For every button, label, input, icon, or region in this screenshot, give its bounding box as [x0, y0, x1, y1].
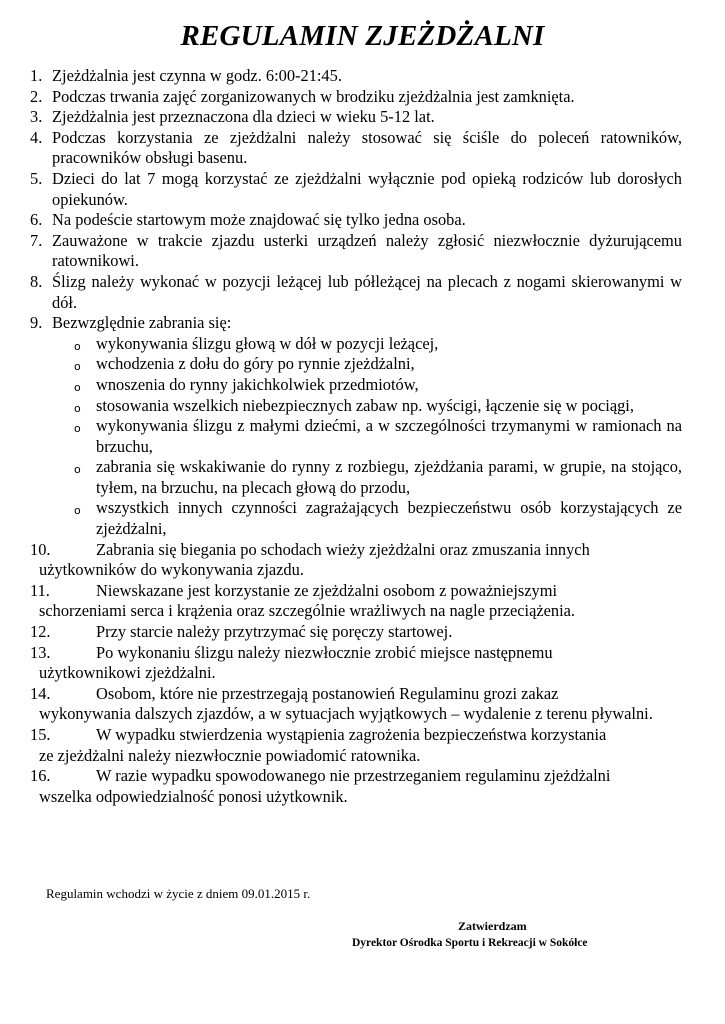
rule-5	[30, 169, 682, 210]
rule-text-first-line: W razie wypadku spowodowanego nie przestrzeganiem regulaminu zjeżdżalni	[96, 766, 611, 786]
rule-text-continuation: użytkownikowi zjeżdżalni.	[39, 663, 216, 683]
circle-bullet-icon: o	[74, 463, 81, 477]
rule-number: 11.	[30, 580, 50, 600]
rule-4	[30, 128, 682, 169]
rule-13	[30, 643, 682, 684]
circle-bullet-icon: o	[74, 380, 81, 394]
effective-date-note: Regulamin wchodzi w życie z dniem 09.01.2015 r.	[46, 886, 311, 901]
rule-12	[30, 622, 682, 643]
circle-bullet-icon: o	[74, 401, 81, 415]
prohibition-text: wchodzenia z dołu do góry po rynnie zjeżdżalni,	[96, 354, 415, 374]
rule-text-first-line: Osobom, które nie przestrzegają postanowień Regulaminu grozi zakaz	[96, 683, 559, 703]
rule-number: 16.	[30, 766, 51, 786]
rule-number: 6.	[30, 210, 43, 230]
rule-text: Podczas trwania zajęć zorganizowanych w brodziku zjeżdżalnia jest zamknięta.	[52, 86, 575, 106]
rule-number: 4.	[30, 127, 43, 147]
rule-text: Podczas korzystania ze zjeżdżalni należy stosować się ściśle do poleceń ratowników, pracowników obsługi basenu.	[52, 127, 682, 168]
circle-bullet-icon: o	[74, 360, 81, 374]
rule-number: 15.	[30, 725, 51, 744]
rule-text-first-line: Przy starcie należy przytrzymać się poręczy startowej.	[96, 622, 453, 642]
rule-text-continuation: wszelka odpowiedzialność ponosi użytkownik.	[39, 786, 348, 806]
prohibition-item	[30, 334, 682, 355]
rule-11	[30, 581, 682, 622]
rule-text: Zjeżdżalnia jest czynna w godz. 6:00-21:45.	[52, 66, 342, 85]
rule-14	[30, 684, 682, 725]
rule-number: 10.	[30, 539, 51, 559]
rule-number: 14.	[30, 683, 51, 703]
rule-text: Na podeście startowym może znajdować się tylko jedna osoba.	[52, 210, 466, 230]
rule-7	[30, 231, 682, 272]
prohibition-item	[30, 396, 682, 417]
prohibition-item	[30, 354, 682, 375]
prohibition-text: wnoszenia do rynny jakichkolwiek przedmiotów,	[96, 374, 419, 394]
rule-text-continuation: użytkowników do wykonywania zjazdu.	[39, 560, 304, 580]
page-title: REGULAMIN ZJEŻDŻALNI	[180, 20, 545, 52]
prohibition-item	[30, 416, 682, 457]
prohibition-item	[30, 498, 682, 539]
rule-6	[30, 210, 682, 231]
rule-number: 5.	[30, 168, 43, 188]
prohibition-item	[30, 457, 682, 498]
circle-bullet-icon: o	[74, 504, 81, 518]
rule-number: 3.	[30, 107, 43, 127]
rule-text-continuation: schorzeniami serca i krążenia oraz szczególnie wrażliwych na nagle przeciążenia.	[39, 601, 576, 621]
rule-text: Bezwzględnie zabrania się:	[52, 313, 232, 333]
rule-text: Zjeżdżalnia jest przeznaczona dla dzieci w wieku 5-12 lat.	[52, 107, 435, 127]
rule-text: Dzieci do lat 7 mogą korzystać ze zjeżdżalni wyłącznie pod opieką rodziców lub dorosłych opiekunów.	[52, 168, 682, 209]
rule-text: Ślizg należy wykonać w pozycji leżącej lub półleżącej na plecach z nogami skierowanymi w dół.	[52, 271, 682, 312]
rule-number: 2.	[30, 86, 43, 106]
prohibition-text: wykonywania ślizgu głową w dół w pozycji leżącej,	[96, 333, 439, 353]
circle-bullet-icon: o	[74, 422, 81, 436]
rule-15	[30, 725, 682, 766]
prohibition-text: wykonywania ślizgu z małymi dziećmi, a w szczególności trzymanymi w ramionach na brzuchu,	[96, 416, 682, 456]
rule-text-continuation: ze zjeżdżalni należy niezwłocznie powiadomić ratownika.	[39, 745, 421, 765]
rule-number: 13.	[30, 642, 51, 662]
rule-text-first-line: Niewskazane jest korzystanie ze zjeżdżalni osobom z poważniejszymi	[96, 580, 558, 600]
rule-number: 1.	[30, 66, 43, 85]
rule-text-first-line: W wypadku stwierdzenia wystąpienia zagrożenia bezpieczeństwa korzystania	[96, 725, 607, 744]
rule-text: Zauważone w trakcie zjazdu usterki urządzeń należy zgłosić niezwłocznie dyżurującemu ratownikowi.	[52, 230, 682, 271]
rule-2	[30, 87, 682, 108]
signatory-title: Dyrektor Ośrodka Sportu i Rekreacji w Sokółce	[352, 937, 588, 949]
rule-number: 9.	[30, 313, 43, 333]
prohibition-text: stosowania wszelkich niebezpiecznych zabaw np. wyścigi, łączenie się w pociągi,	[96, 395, 634, 415]
rule-text-first-line: Po wykonaniu ślizgu należy niezwłocznie zrobić miejsce następnemu	[96, 642, 553, 662]
rules-list	[30, 66, 682, 807]
approval-label: Zatwierdzam	[458, 919, 527, 933]
rule-10	[30, 540, 682, 581]
rule-number: 7.	[30, 230, 43, 250]
prohibition-item	[30, 375, 682, 396]
rule-text-continuation: wykonywania dalszych zjazdów, a w sytuacjach wyjątkowych – wydalenie z terenu pływalni.	[39, 704, 653, 724]
rule-16	[30, 766, 682, 807]
prohibition-text: zabrania się wskakiwanie do rynny z rozbiegu, zjeżdżania parami, w grupie, na stojąco, tyłem, na brzuchu, na plecach głową do przodu,	[96, 457, 682, 497]
circle-bullet-icon: o	[74, 339, 81, 353]
rule-3	[30, 107, 682, 128]
rule-9	[30, 313, 682, 334]
rule-1	[30, 66, 682, 87]
rule-number: 12.	[30, 622, 51, 642]
prohibition-text: wszystkich innych czynności zagrażających bezpieczeństwu osób korzystających ze zjeżdżalni,	[96, 498, 682, 539]
prohibitions-list	[30, 334, 682, 540]
rule-number: 8.	[30, 271, 43, 291]
rule-text-first-line: Zabrania się biegania po schodach wieży zjeżdżalni oraz zmuszania innych	[96, 539, 590, 559]
rule-8	[30, 272, 682, 313]
